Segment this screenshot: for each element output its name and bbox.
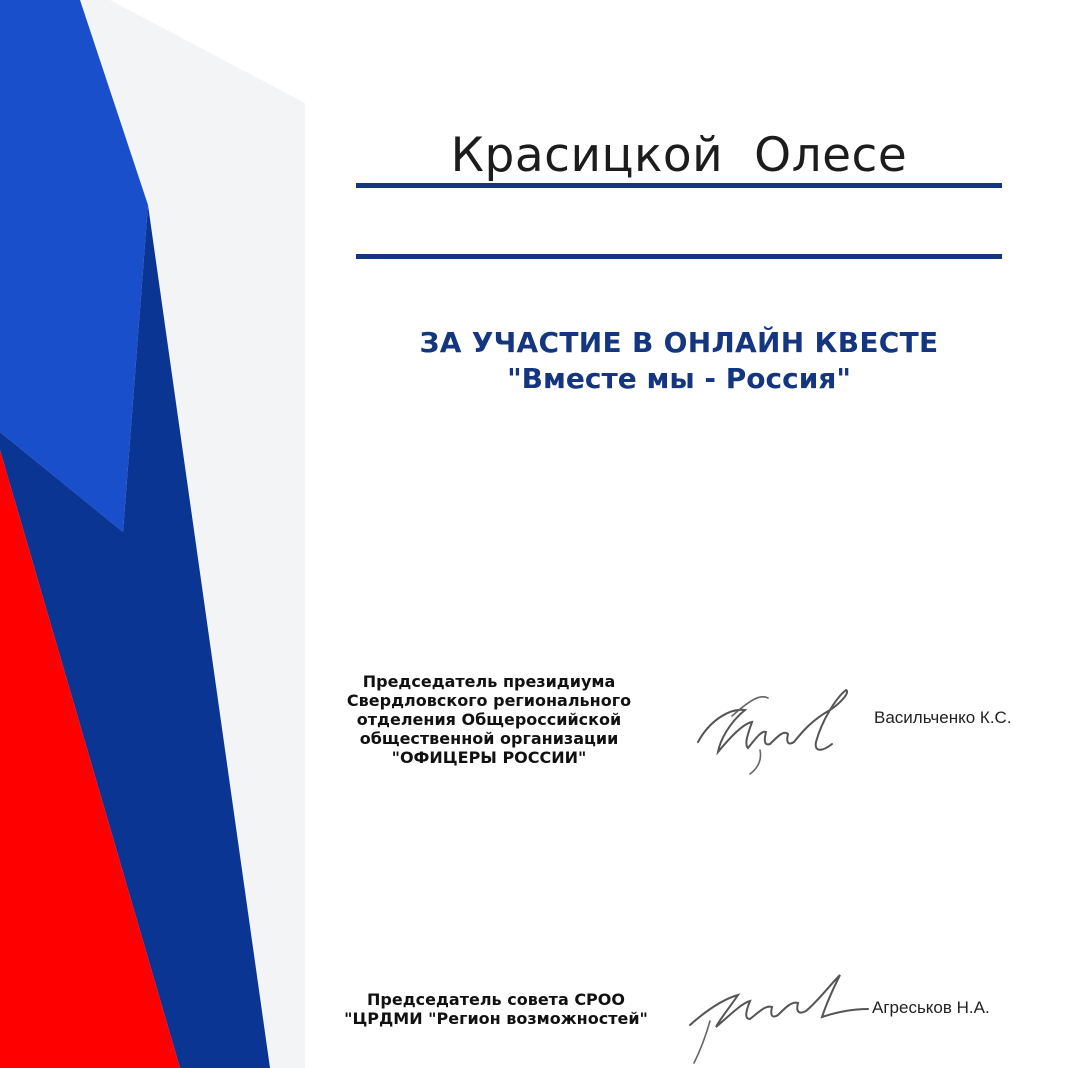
russian-flag-ribbon <box>0 0 320 1068</box>
award-reason: ЗА УЧАСТИЕ В ОНЛАЙН КВЕСТЕ <box>419 326 939 359</box>
award-event-title: "Вместе мы - Россия" <box>507 362 851 395</box>
signatory-2-title-line: "ЦРДМИ "Регион возможностей" <box>344 1009 648 1028</box>
signature-2-image <box>680 965 870 1065</box>
signatory-2-name: Агреськов Н.А. <box>872 998 990 1017</box>
recipient-name: Красицкой Олесе <box>450 128 908 183</box>
signatory-1-name: Васильченко К.С. <box>874 708 1012 727</box>
signatory-2-title-line: Председатель совета СРОО <box>367 990 625 1009</box>
recipient-underline <box>356 183 1002 188</box>
signatory-1-title-line: общественной организации <box>359 729 619 748</box>
signatory-1-title-line: отделения Общероссийской <box>356 710 622 729</box>
signatory-1-title <box>294 672 684 767</box>
signatory-1-title-line: "ОФИЦЕРЫ РОССИИ" <box>391 748 587 767</box>
blank-underline <box>356 254 1002 259</box>
signatory-1-title-line: Свердловского регионального <box>346 691 632 710</box>
signatory-1-title-line: Председатель президиума <box>362 672 616 691</box>
signature-1-image <box>690 680 860 780</box>
signatory-2-title <box>296 990 696 1028</box>
